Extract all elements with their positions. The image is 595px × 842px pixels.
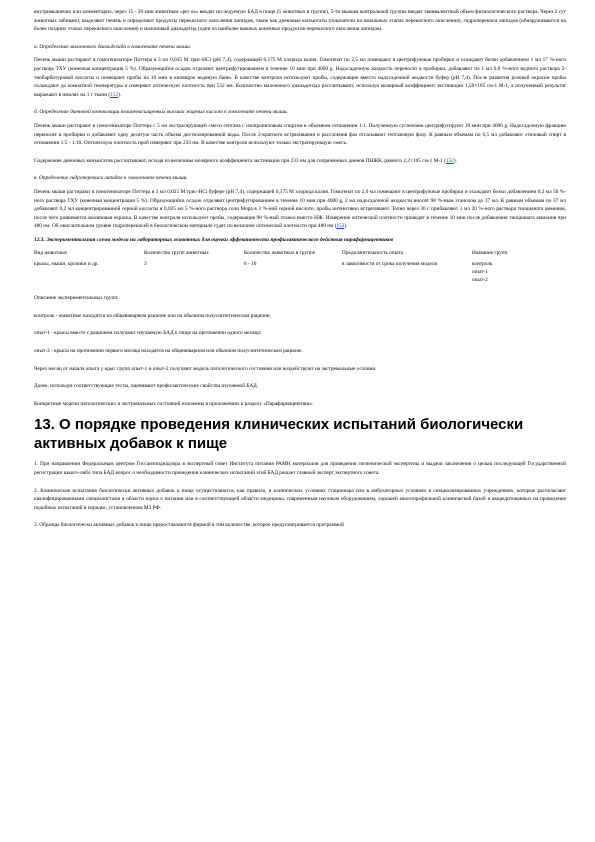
paragraph-end: ). xyxy=(118,91,122,98)
paragraph-diene-method: Печень мыши растирают в гомогенизаторе Поттера с 5 мл экстрагирующей смеси гептана с изопропиловым спиртом в объемном отношении 1:1. Полученную суспензию центрифугируют 10 мин при 4000 g. Надосадочную фракцию переносят в пробирки и добавляют одну десятую часть объема дистиллированной воды. После 2-кратного встряхивания и расслоения фаз отсасывают гептановую фазу. К равным объемам по 0,5 мл добавляют этиловый спирт в отношении 1:5 - 1:10. Оптическую плотность проб измеряют при 233 нм. В качестве контроля используют только экстрагирующую смесь. xyxy=(34,122,566,147)
table-header-cell: Вид животных xyxy=(34,250,68,257)
paragraph-after-month: Через месяц от начала опыта у крыс групп опыт-1 и опыт-2 получают модель патологического состояния или воздействуют на экстремальные условия. xyxy=(34,365,377,372)
paragraph-models: Конкретные модели патологических и экстремальных состояний изложены в приложениях к разделу «Парафармацевтики». xyxy=(34,400,314,407)
paragraph-13-3: 3. Образцы биологически активных добавок к пище предоставляются фирмой в том количестве, которое предусматривается программой xyxy=(34,522,344,529)
table-header-cell: Количество групп животных xyxy=(144,250,209,257)
document-page xyxy=(34,8,566,530)
paragraph-group-control: контроль - животные находятся на общевиварном рационе или на обычном полусинтетическом рационе; xyxy=(34,312,271,319)
table-row xyxy=(34,259,566,286)
group-name: контроль xyxy=(472,260,493,267)
paragraph-malondialdehyde-text: Печень мыши растирают в гомогенизаторе Поттера в 3 мл 0,025 М трис-HCl (pH 7,4), содержащей 0,175 М хлорида калия. Гомогенат по 2,5 мл помещают в центрифужные пробирки и осаждают белки добавлением 1 мл 17 %-ного раствора ТХУ (конечная концентрация 5 %). Образующийся осадок отделяют центрифугированием в течение 10 мин при 4000 g. Надосадочную жидкость переносят в пробирки, добавляют по 1 мл 0,8 %-ного водного раствора 2-тиобарбитуровой кислоты и помещают пробы на 10 мин в кипящую водяную баню. В качестве контроля используют пробы, содержащие вместо надосадочной жидкости буфер (pH 7,4). После развития розовой окраски пробы охлаждают до комнатной температуры и измеряют оптическую плотность при 532 нм. Количество малонового диальдегида рассчитывают, используя молярный коэффициент экстинкции 1,56×105 см-1 М-1, а полученный результат выражают в нмолях на 1 г ткани ( xyxy=(34,57,566,98)
section-heading-13: 13. О порядке проведения клинических испытаний биологически активных добавок к пище xyxy=(34,416,524,453)
paragraph-end: ). xyxy=(453,157,457,164)
table-cell-animals: крысы, мыши, кролики и др. xyxy=(34,260,99,267)
paragraph-intro: внутримышечно или алиментарно, через 15 - 20 мин животным «per os» вводят исследуемую БАД в пище (5 животных в группе), 5-ти мышам контрольной группы вводят эквивалентный объем физиологического раствора. Через 2 сут животных забивают, выделяют печень и определяют продукты перекисного окисления липидов, такие как диеновые конъюгаты (показатели на начальных этапах перекисного окисления), гидроперекиси липидов (обнаруживаются на более поздних этапах перекисного окисления) и малоновый диальдегид (один из наиболее важных конечных продуктов перекисного окисления липидов). xyxy=(34,9,566,33)
table-header-row xyxy=(34,248,566,258)
table-cell-groups: 3 xyxy=(144,260,147,267)
paragraph-end: ). xyxy=(344,223,348,230)
subheading-hydroperoxides: в. Определение гидроперекиси липидов в гомогенате печени мыши. xyxy=(34,175,188,182)
paragraph-hydroperoxides xyxy=(34,188,566,231)
group-name: опыт-2 xyxy=(472,277,488,284)
paragraph-diene-calc xyxy=(34,157,566,166)
subheading-diene-conjugates: б. Определение диеновой конъюгации полиненасыщенных высших жирных кислот в гомогенате печени мыши. xyxy=(34,109,288,116)
paragraph-13-1: 1. При направлении Федеральным центром Госсанэпиднадзора в экспертный совет Института питания РАМН материалов для проведения гигиенической экспертизы и выдачи заключения о целью последующей Государственной регистрации какого-либо типа БАД вопрос о необходимости проведения клинических испытаний этой БАД решает главный эксперт экспертного совета. xyxy=(34,461,566,477)
table-cell-duration: в зависимости от срока получения модели xyxy=(342,260,438,267)
reference-link-152[interactable]: 152 xyxy=(445,157,454,164)
paragraph-groups-title: Описание экспериментальных групп: xyxy=(34,295,119,302)
subheading-malondialdehyde: а. Определение малонового диальдегида в гомогенате печени мыши. xyxy=(34,43,192,50)
paragraph-tests: Далее, используя соответствующие тесты, оценивают профилактические свойства изучаемой БАД. xyxy=(34,383,259,390)
paragraph-malondialdehyde xyxy=(34,56,566,99)
paragraph-hydroperoxides-text: Печень мыши растирают в гомогенизаторе Поттера в 3 мл 0,025 М трис-HCl буфере (pH 7,4), содержащей 0,175 М хлорида калия. Гомогенат по 2,0 мл помещают в центрифужные пробирки и осаждают белки добавлением 0,2 мл 50 %-ного раствора ТХУ (конечная концентрация 5 %). Образующийся осадок отделяют центрифугированием в течение 10 мин при 4000 g, 2 мл надосадочной жидкости вносят 98 %-ным этанолом до 37 мл. К равным объемам по 37 мл добавляют 0,2 мл концентрированной серной кислоты и 0,025 мл 5 %-ного раствора соли Мора в 3 %-ной серной кислоте, пробы интенсивно встряхивают. Точно через 30 с прибавляют 1 мл 20 %-ного раствора тиоцианата аммония, после чего развивается малиновая окраска. В качестве контроля используют пробы, содержащие 98 %-ный этанол вместо НЖ. Измерение оптической плотности проводят в течение 10 мин после добавления тиоцианата аммония при 480 нм. Об окислительном уровне гидроперекисей в биологическом материале судят по величине оптической плотности при 480 нм ( xyxy=(34,188,566,230)
paragraph-group-exp2: опыт-2 - крысы на протяжении первого месяца находятся на общевиварном или обычном полусинтетическом рационе. xyxy=(34,348,303,355)
paragraph-group-exp1: опыт-1 - крысы вместе с рационом получают изучаемую БАД к пище на протяжении одного месяца; xyxy=(34,330,262,337)
table-header-cell: Продолжительность опыта xyxy=(342,250,403,257)
experiment-table xyxy=(34,248,566,285)
paragraph-13-2: 2. Клинические испытания биологически активных добавок к пище осуществляются, как правило, в клинических условиях стационара или в амбулаторных условиях в специализированных учреждениях, которые располагают квалифицированными специалистами в области науки о питании или в соответствующей области медицины, современным научным оборудованием, хорошей многопрофильной клинической базой и аккредитованных на проведение подобных испытаний в порядке, установленном МЗ РФ. xyxy=(34,487,566,511)
group-name: опыт-1 xyxy=(472,268,488,275)
table-cell-per-group: 8 - 10 xyxy=(244,260,257,267)
table-header-cell: Название групп xyxy=(472,250,508,257)
section-heading-12-3: 12.3. Экспериментальная схема модели на лабораторных животных для оценки эффективности профилактического действия парафармацевтиков xyxy=(34,236,394,243)
table-header-cell: Количество животных в группе xyxy=(244,250,316,257)
reference-link-152[interactable]: 152 xyxy=(110,91,119,98)
table-cell-group-names xyxy=(472,259,566,286)
reference-link-152[interactable]: 152 xyxy=(336,223,345,230)
paragraph-diene-calc-text: Содержание диеновых конъюгатов рассчитывают, исходя из величины молярного коэффициента экстинкции при 233 нм для сопряженных диенов ПНЖК, равного 2,2×105 см-1 М-1 ( xyxy=(34,157,446,164)
